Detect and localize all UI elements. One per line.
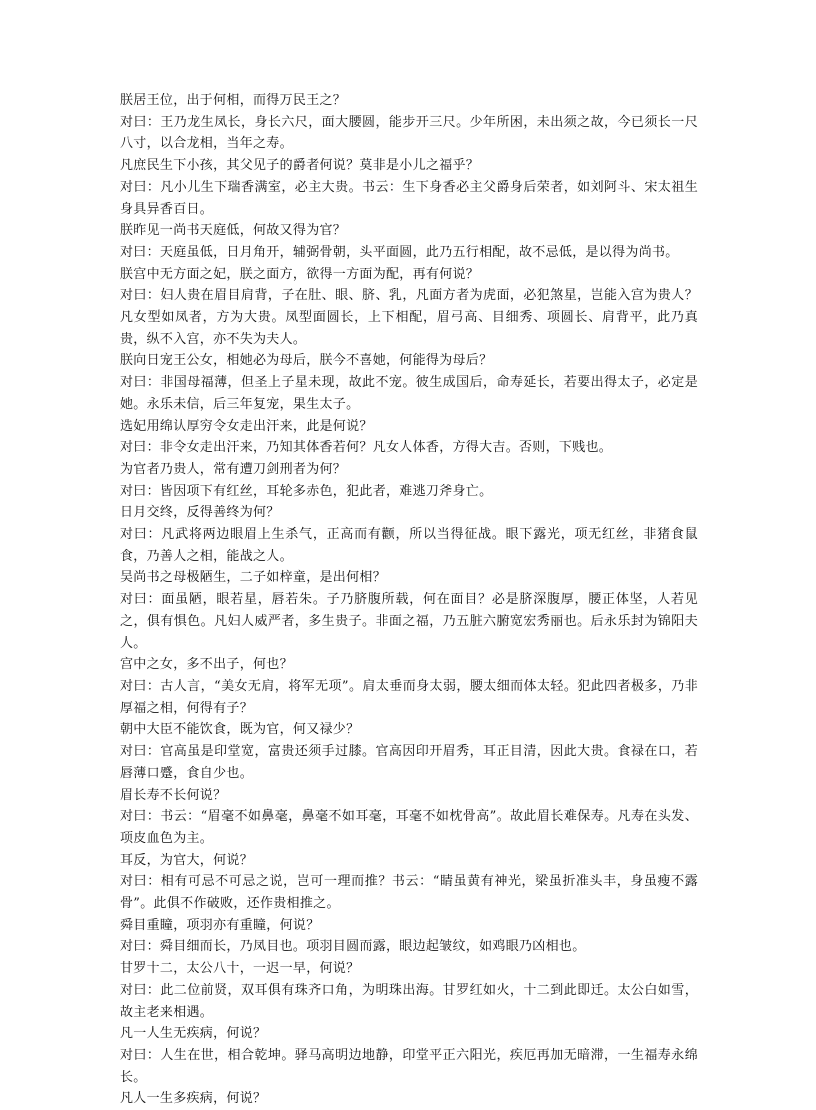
question-paragraph: 凡人一生多疾病，何说？	[120, 1091, 267, 1107]
answer-paragraph: 对曰：非令女走出汗来，乃知其体香若何？凡女人体香，方得大吉。否则，下贱也。	[120, 440, 613, 456]
question-paragraph: 吴尚书之母极陋生，二子如梓童，是出何相？	[120, 570, 387, 586]
question-paragraph: 凡庶民生下小孩，其父见子的爵者何说？莫非是小儿之福乎？	[120, 158, 480, 174]
question-paragraph: 舜目重瞳，项羽亦有重瞳，何说？	[120, 917, 320, 933]
document-page	[120, 90, 698, 1110]
answer-paragraph: 对曰：官高虽是印堂宽，富贵还须手过膝。官高因印开眉秀，耳正目清，因此大贵。食禄在口，若唇薄口蹙，食自少也。	[120, 744, 698, 781]
question-paragraph: 朕昨见一尚书天庭低，何故又得为官？	[120, 223, 347, 239]
answer-paragraph: 对曰：皆因项下有红丝，耳轮多赤色，犯此者，难逃刀斧身亡。	[120, 483, 493, 499]
question-paragraph: 选妃用绵认厚穷令女走出汗来，此是何说？	[120, 418, 373, 434]
answer-paragraph: 对曰：非国母福薄，但圣上子星未现，故此不宠。彼生成国后，命寿延长，若要出得太子，必定是她。永乐未信，后三年复宠，果生太子。	[120, 375, 698, 412]
question-paragraph: 朝中大臣不能饮食，既为官，何又禄少？	[120, 722, 360, 738]
answer-paragraph: 对曰：凡小儿生下瑞香满室，必主大贵。书云：生下身香必主父爵身后荣者，如刘阿斗、宋太祖生身具异香百日。	[120, 179, 698, 217]
answer-paragraph: 对曰：凡武将两边眼眉上生杀气，正高而有颧，所以当得征战。眼下露光，项无红丝，非猪食鼠食，乃善人之相，能战之人。	[120, 527, 698, 564]
answer-paragraph: 对曰：书云：“眉毫不如鼻毫，鼻毫不如耳毫，耳毫不如枕骨高”。故此眉长难保寿。凡寿在头发、项皮血色为主。	[120, 809, 698, 846]
question-paragraph: 为官者乃贵人，常有遭刀剑刑者为何？	[120, 461, 347, 477]
answer-paragraph: 对曰：此二位前贤，双耳俱有珠齐口角，为明珠出海。甘罗红如火，十二到此即迁。太公白如雪，故主老来相遇。	[120, 982, 698, 1020]
question-paragraph: 凡一人生无疾病，何说？	[120, 1026, 267, 1042]
answer-paragraph: 对曰：舜目细而长，乃凤目也。项羽目圆而露，眼边起皱纹，如鸡眼乃凶相也。	[120, 939, 586, 955]
question-paragraph: 日月交终，反得善终为何？	[120, 505, 280, 521]
answer-paragraph: 对曰：相有可忌不可忌之说，岂可一理而推？书云：“睛虽黄有神光，梁虽折准头丰，身虽瘦不露骨”。此俱不作破败，还作贵相推之。	[120, 874, 698, 912]
question-paragraph: 耳反，为官大，何说？	[120, 852, 254, 868]
answer-paragraph: 对曰：天庭虽低，日月角开，辅弼骨朝，头平面圆，此乃五行相配，故不忌低，是以得为尚书。	[120, 244, 679, 260]
question-paragraph: 朕居王位，出于何相，而得万民王之？	[120, 93, 347, 108]
answer-paragraph: 对曰：妇人贵在眉目肩背，子在肚、眼、脐、乳，凡面方者为虎面，必犯煞星，岂能入宫为贵人？凡女型如凤者，方为大贵。凤型面圆长，上下相配，眉弓高、目细秀、项圆长、肩背平，此乃真贵，纵不入宫，亦不失为夫人。	[120, 288, 698, 347]
question-paragraph: 宫中之女，多不出子，何也？	[120, 657, 293, 673]
answer-paragraph: 对曰：古人言，“美女无肩，将军无项”。肩太垂而身太弱，腰太细而体太轻。犯此四者极多，乃非厚福之相，何得有子？	[120, 678, 698, 716]
question-paragraph: 朕向日宠王公女，相她必为母后，朕今不喜她，何能得为母后？	[120, 353, 493, 369]
answer-paragraph: 对曰：王乃龙生凤长，身长六尺，面大腰圆，能步开三尺。少年所困，未出须之故，今已须长一尺八寸，以合龙相，当年之寿。	[120, 114, 698, 152]
answer-paragraph: 对曰：人生在世，相合乾坤。驿马高明边地静，印堂平正六阳光，疾厄再加无暗滞，一生福寿永绵长。	[120, 1047, 698, 1085]
question-paragraph: 朕宫中无方面之妃，朕之面方，欲得一方面为配，再有何说？	[120, 266, 480, 282]
answer-paragraph: 对曰：面虽陋，眼若星，唇若朱。子乃脐腹所载，何在面目？必是脐深腹厚，腰正体坚，人若见之，俱有惧色。凡妇人威严者，多生贵子。非面之福，乃五脏六腑宽宏秀丽也。后永乐封为锦阳夫人。	[120, 592, 698, 651]
question-paragraph: 甘罗十二，太公八十，一迟一早，何说？	[120, 961, 360, 977]
question-paragraph: 眉长寿不长何说？	[120, 787, 227, 803]
